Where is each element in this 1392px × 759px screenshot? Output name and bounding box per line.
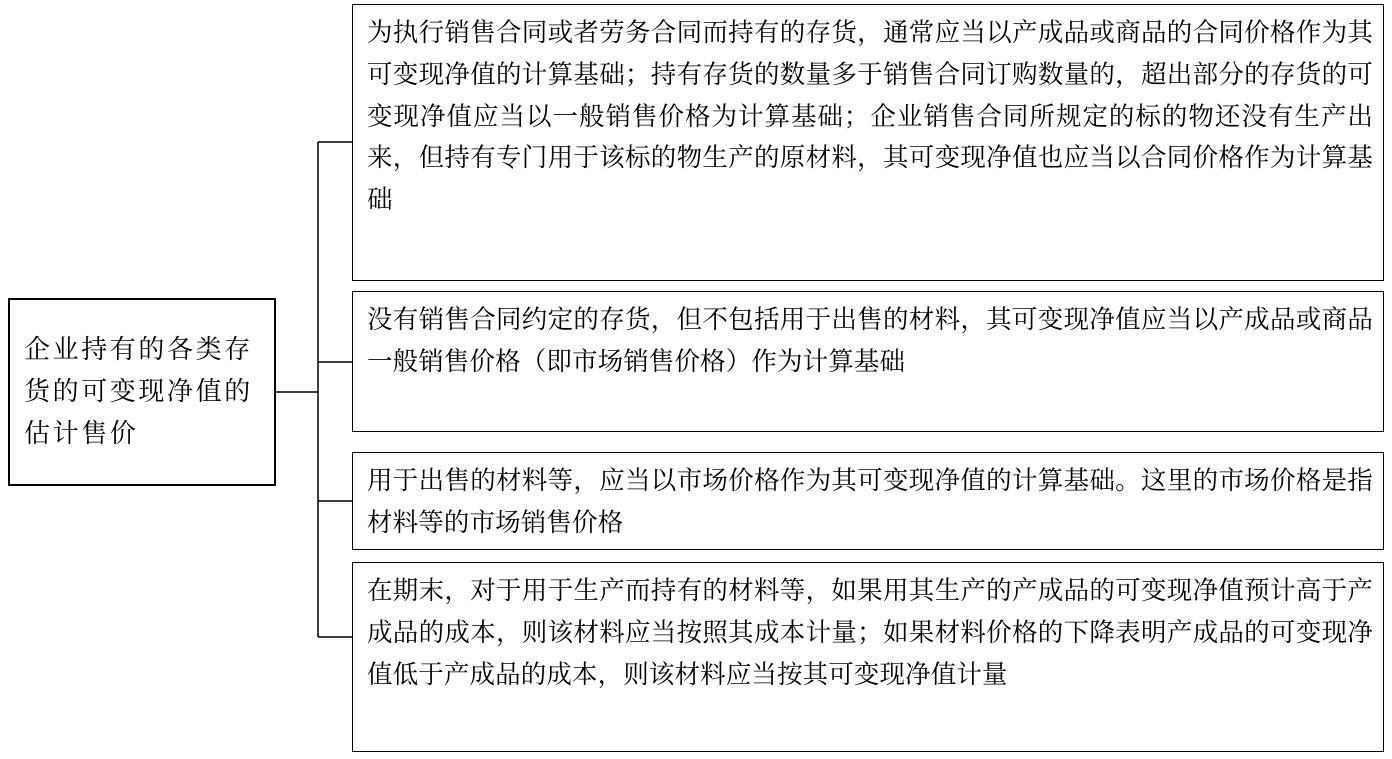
root-node — [8, 298, 276, 486]
root-node-label: 企业持有的各类存货的可变现净值的估计售价 — [24, 334, 253, 450]
branch-node-3 — [352, 452, 1384, 550]
branch-node-3-text: 用于出售的材料等，应当以市场价格作为其可变现净值的计算基础。这里的市场价格是指材料等的市场销售价格 — [367, 466, 1373, 538]
branch-node-4 — [352, 562, 1384, 752]
branch-node-4-text: 在期末，对于用于生产而持有的材料等，如果用其生产的产成品的可变现净值预计高于产成品的成本，则该材料应当按照其成本计量；如果材料价格的下降表明产成品的可变现净值低于产成品的成本，则该材料应当按其可变现净值计量 — [367, 576, 1373, 690]
branch-node-2-text: 没有销售合同约定的存货，但不包括用于出售的材料，其可变现净值应当以产成品或商品一般销售价格（即市场销售价格）作为计算基础 — [367, 305, 1373, 377]
branch-node-1 — [352, 4, 1384, 281]
branch-node-1-text: 为执行销售合同或者劳务合同而持有的存货，通常应当以产成品或商品的合同价格作为其可变现净值的计算基础；持有存货的数量多于销售合同订购数量的，超出部分的存货的可变现净值应当以一般销售价格为计算基础；企业销售合同所规定的标的物还没有生产出来，但持有专门用于该标的物生产的原材料，其可变现净值也应当以合同价格作为计算基础 — [367, 18, 1373, 216]
branch-node-2 — [352, 291, 1384, 432]
